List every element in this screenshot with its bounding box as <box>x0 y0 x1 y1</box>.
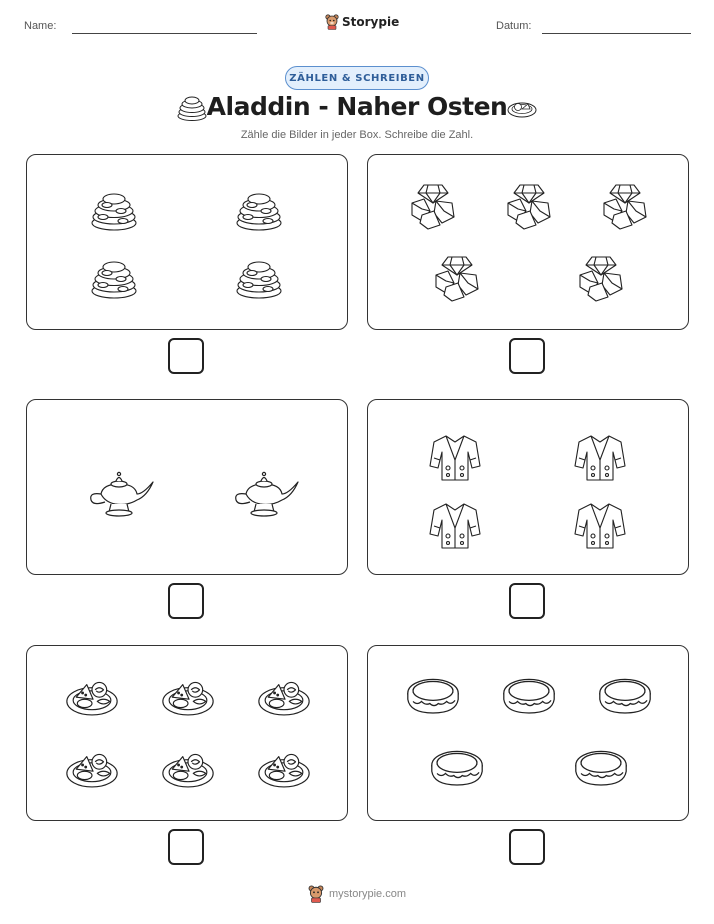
counting-box <box>367 154 689 330</box>
brand-logo <box>325 14 399 30</box>
gem-cluster-icon <box>430 253 484 303</box>
robe-icon <box>428 432 482 482</box>
category-tag: ZÄHLEN & SCHREIBEN <box>285 66 429 90</box>
food-plate-icon <box>506 96 538 120</box>
counting-box <box>26 645 348 821</box>
robe-icon <box>428 500 482 550</box>
robe-icon <box>573 500 627 550</box>
title-row <box>0 92 714 126</box>
gem-cluster-icon <box>502 181 556 231</box>
bracelet-icon <box>430 744 484 786</box>
answer-box[interactable] <box>168 583 204 619</box>
footer <box>0 885 714 903</box>
instructions: Zähle die Bilder in jeder Box. Schreibe die Zahl. <box>240 129 474 141</box>
answer-box[interactable] <box>509 829 545 865</box>
answer-box[interactable] <box>168 338 204 374</box>
bracelet-icon <box>598 672 652 714</box>
answer-box[interactable] <box>509 338 545 374</box>
bracelet-icon <box>574 744 628 786</box>
answer-box[interactable] <box>509 583 545 619</box>
food-plate-icon <box>161 672 215 716</box>
counting-box <box>367 399 689 575</box>
bracelet-icon <box>502 672 556 714</box>
food-plate-icon <box>65 744 119 788</box>
food-plate-icon <box>257 744 311 788</box>
food-plate-icon <box>257 672 311 716</box>
counting-box <box>26 154 348 330</box>
magic-lamp-icon <box>232 470 300 522</box>
gem-cluster-icon <box>406 181 460 231</box>
name-label: Name: <box>24 20 57 32</box>
bracelet-icon <box>406 672 460 714</box>
date-line[interactable] <box>542 33 691 34</box>
counting-box <box>26 399 348 575</box>
worksheet-header <box>0 0 714 50</box>
gem-cluster-icon <box>574 253 628 303</box>
bear-icon <box>308 885 324 903</box>
date-label: Datum: <box>496 20 532 32</box>
footer-site: mystorypie.com <box>328 888 407 900</box>
coin-stack-icon <box>232 187 286 237</box>
magic-lamp-icon <box>87 470 155 522</box>
name-line[interactable] <box>72 33 257 34</box>
food-plate-icon <box>161 744 215 788</box>
page-title: Aladdin - Naher Osten <box>206 92 508 121</box>
coin-stack-icon <box>87 255 141 305</box>
coin-stack-icon <box>232 255 286 305</box>
gem-cluster-icon <box>598 181 652 231</box>
robe-icon <box>573 432 627 482</box>
answer-box[interactable] <box>168 829 204 865</box>
coin-stack-icon <box>87 187 141 237</box>
brand-name: Storypie <box>342 15 400 29</box>
counting-box <box>367 645 689 821</box>
food-plate-icon <box>65 672 119 716</box>
bear-icon <box>325 14 339 30</box>
